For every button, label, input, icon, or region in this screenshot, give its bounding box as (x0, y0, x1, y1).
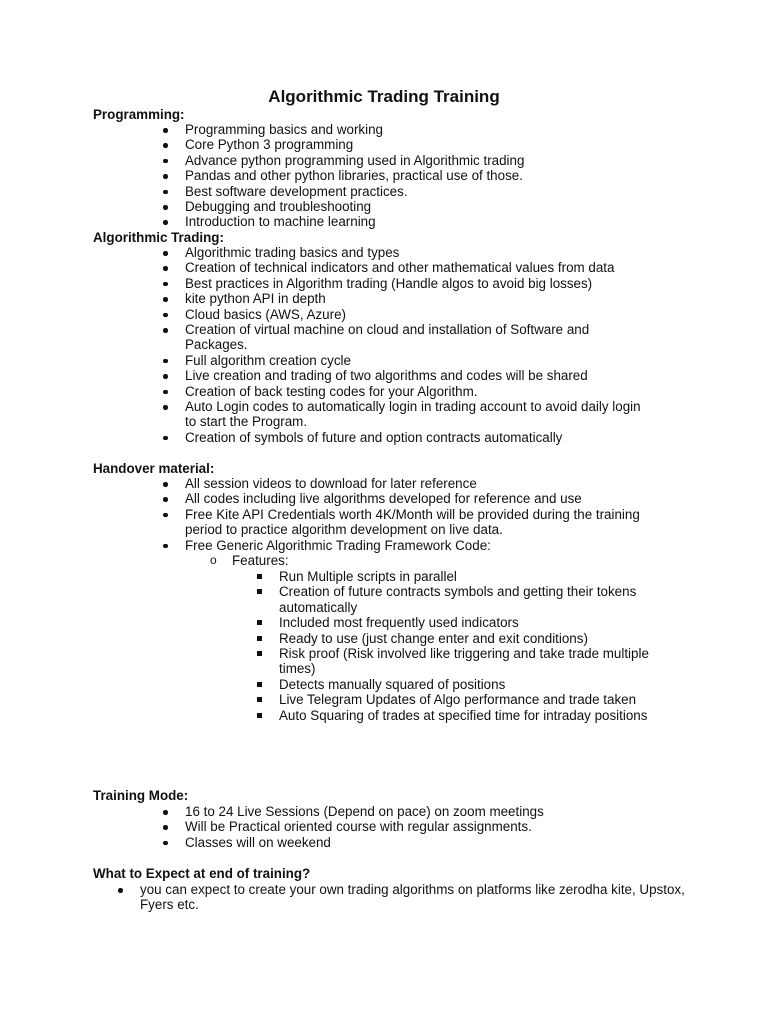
list-item: Creation of virtual machine on cloud and installation of Software and Packages. (185, 322, 645, 353)
training-mode-heading: Training Mode: (93, 788, 189, 803)
handover-list (185, 476, 675, 553)
list-item: kite python API in depth (185, 291, 645, 306)
list-item: Best practices in Algorithm trading (Handle algos to avoid big losses) (185, 276, 645, 291)
programming-list (185, 122, 685, 230)
list-item: Full algorithm creation cycle (185, 353, 645, 368)
list-item: Advance python programming used in Algorithmic trading (185, 153, 685, 168)
list-item: Will be Practical oriented course with regular assignments. (185, 819, 685, 834)
list-item: All session videos to download for later reference (185, 476, 675, 491)
list-item: Live creation and trading of two algorithms and codes will be shared (185, 368, 645, 383)
list-item: Algorithmic trading basics and types (185, 245, 645, 260)
list-item: Creation of back testing codes for your Algorithm. (185, 384, 645, 399)
list-item: Free Generic Algorithmic Trading Framework Code: (185, 538, 675, 553)
algo-trading-heading: Algorithmic Trading: (93, 230, 224, 245)
list-item: All codes including live algorithms developed for reference and use (185, 491, 675, 506)
document-title: Algorithmic Trading Training (268, 87, 500, 106)
list-item: Ready to use (just change enter and exit conditions) (279, 631, 679, 646)
programming-heading: Programming: (93, 107, 185, 122)
list-item: Debugging and troubleshooting (185, 199, 685, 214)
training-mode-list (185, 804, 685, 850)
list-item: Auto Squaring of trades at specified time for intraday positions (279, 708, 679, 723)
features-label: o Features: (232, 553, 672, 568)
list-item: you can expect to create your own trading algorithms on platforms like zerodha kite, Upstox, Fyers etc. (140, 882, 700, 913)
list-item: Run Multiple scripts in parallel (279, 569, 679, 584)
list-item: Pandas and other python libraries, practical use of those. (185, 168, 685, 183)
algo-trading-list (185, 245, 645, 445)
list-item: Creation of future contracts symbols and getting their tokens automatically (279, 584, 679, 615)
features-list (279, 569, 679, 723)
expect-list (140, 882, 700, 913)
list-item: Programming basics and working (185, 122, 685, 137)
features-sublist (232, 553, 672, 568)
list-item: Classes will on weekend (185, 835, 685, 850)
list-item: Introduction to machine learning (185, 214, 685, 229)
list-item: Included most frequently used indicators (279, 615, 679, 630)
list-item: Detects manually squared of positions (279, 677, 679, 692)
list-item: Core Python 3 programming (185, 137, 685, 152)
list-item: Creation of technical indicators and other mathematical values from data (185, 260, 645, 275)
handover-heading: Handover material: (93, 461, 215, 476)
list-item: Auto Login codes to automatically login in trading account to avoid daily login to start the Program. (185, 399, 645, 430)
list-item: Best software development practices. (185, 184, 685, 199)
list-item: Risk proof (Risk involved like triggering and take trade multiple times) (279, 646, 679, 677)
list-item: 16 to 24 Live Sessions (Depend on pace) on zoom meetings (185, 804, 685, 819)
list-item: Cloud basics (AWS, Azure) (185, 307, 645, 322)
expect-heading: What to Expect at end of training? (93, 866, 311, 881)
list-item: Free Kite API Credentials worth 4K/Month will be provided during the training period to practice algorithm development on live data. (185, 507, 675, 538)
list-item: Live Telegram Updates of Algo performance and trade taken (279, 692, 679, 707)
list-item: Creation of symbols of future and option contracts automatically (185, 430, 645, 445)
